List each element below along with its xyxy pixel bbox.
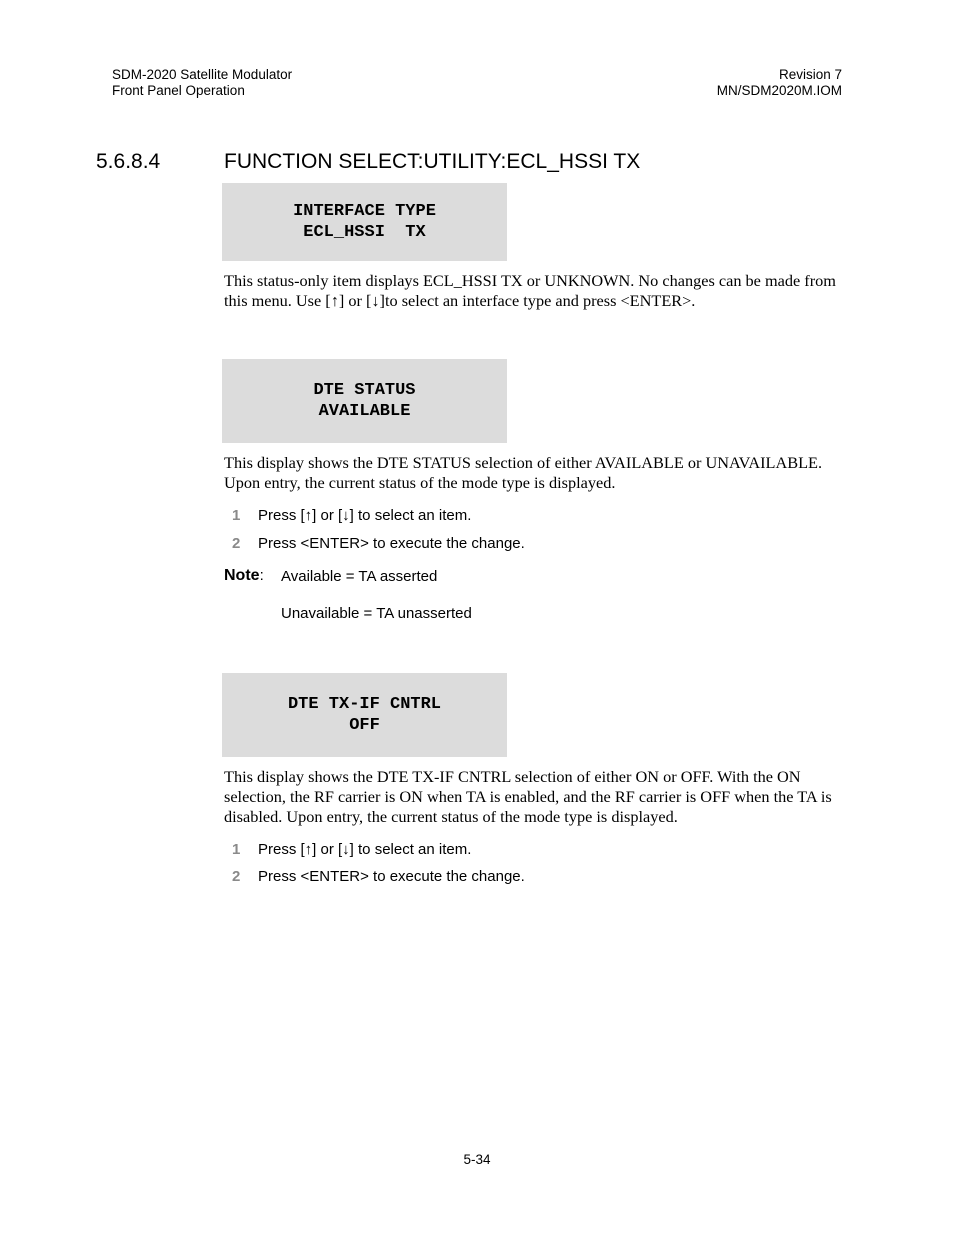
lcd-line-1: DTE STATUS [313, 381, 416, 400]
header-right [717, 67, 842, 99]
lcd-display-interface-type [222, 183, 507, 261]
doc-number: MN/SDM2020M.IOM [716, 83, 842, 98]
step-text: Press [↑] or [↓] to select an item. [258, 507, 472, 524]
page-number: 5-34 [463, 1152, 491, 1167]
list-item [232, 507, 471, 525]
note-colon: : [259, 567, 264, 584]
list-item [232, 535, 525, 553]
paragraph-dte-status: This display shows the DTE STATUS selection of either AVAILABLE or UNAVAILABLE. Upon entry, the current status of the mode type is displayed. [224, 453, 823, 492]
note-label-group [224, 567, 264, 585]
step-number: 2 [232, 868, 241, 885]
header-left [112, 67, 292, 99]
step-number: 1 [232, 507, 241, 524]
lcd-line-2: AVAILABLE [318, 402, 411, 421]
lcd-line-2: OFF [349, 716, 380, 735]
step-text: Press <ENTER> to execute the change. [258, 535, 525, 552]
step-text: Press [↑] or [↓] to select an item. [258, 841, 472, 858]
lcd-line-1: INTERFACE TYPE [293, 202, 436, 221]
step-text: Press <ENTER> to execute the change. [258, 868, 525, 885]
paragraph-interface-type: This status-only item displays ECL_HSSI TX or UNKNOWN. No changes can be made from this menu. Use [↑] or [↓]to select an interface type and press <ENTER>. [224, 271, 836, 310]
list-item [232, 868, 525, 886]
list-item [232, 841, 471, 859]
note-label: Note [224, 567, 260, 584]
paragraph-tx-if-cntrl: This display shows the DTE TX-IF CNTRL selection of either ON or OFF. With the ON selection, the RF carrier is ON when TA is enabled, and the RF carrier is OFF when the TA is disabled. Upon entry, the current status of the mode type is displayed. [224, 767, 832, 826]
revision-label: Revision 7 [778, 67, 842, 82]
note-line-available: Available = TA asserted [281, 568, 438, 585]
section-number: 5.6.8.4 [96, 150, 161, 173]
lcd-display-tx-if-cntrl [222, 673, 507, 757]
doc-title: SDM-2020 Satellite Modulator [112, 67, 293, 82]
step-number: 2 [232, 535, 241, 552]
lcd-line-1: DTE TX-IF CNTRL [287, 695, 442, 714]
lcd-display-dte-status [222, 359, 507, 443]
section-title: FUNCTION SELECT:UTILITY:ECL_HSSI TX [224, 150, 641, 173]
step-number: 1 [232, 841, 241, 858]
lcd-line-2: ECL_HSSI TX [303, 223, 426, 242]
doc-chapter: Front Panel Operation [112, 83, 245, 98]
note-line-unavailable: Unavailable = TA unasserted [281, 605, 472, 622]
